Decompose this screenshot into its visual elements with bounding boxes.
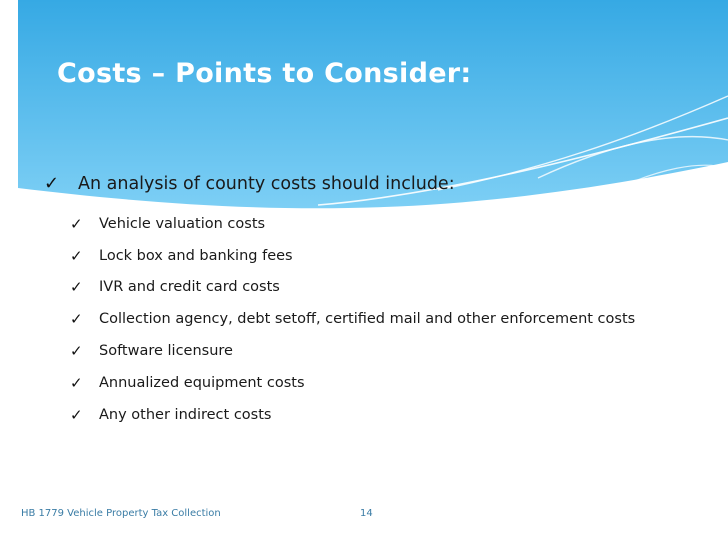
list-item [70,208,635,240]
list-item [70,335,635,367]
slide-title: Costs – Points to Consider: [57,58,472,89]
list-item-text: Vehicle valuation costs [99,215,266,232]
checkmark-icon: ✓ [70,246,83,265]
list-item-text: IVR and credit card costs [99,279,280,296]
list-item [70,367,635,399]
main-bullet-text: An analysis of county costs should include: [78,173,455,194]
list-item-text: Software licensure [99,343,233,360]
page-number: 14 [360,508,373,519]
list-item-text: Any other indirect costs [99,406,272,423]
checkmark-icon: ✓ [70,342,83,361]
footer-title: HB 1779 Vehicle Property Tax Collection [21,508,221,519]
checkmark-icon: ✓ [70,405,83,424]
checkmark-icon: ✓ [44,173,60,194]
checkmark-icon: ✓ [70,373,83,392]
list-item [70,272,635,304]
list-item [70,303,635,335]
sub-bullet-list [70,208,635,431]
main-bullet [44,173,455,194]
checkmark-icon: ✓ [70,278,83,297]
checkmark-icon: ✓ [70,214,83,233]
list-item-text: Annualized equipment costs [99,374,305,391]
checkmark-icon: ✓ [70,310,83,329]
list-item [70,399,635,431]
list-item-text: Lock box and banking fees [99,247,293,264]
list-item-text: Collection agency, debt setoff, certified mail and other enforcement costs [99,311,636,328]
list-item [70,240,635,272]
